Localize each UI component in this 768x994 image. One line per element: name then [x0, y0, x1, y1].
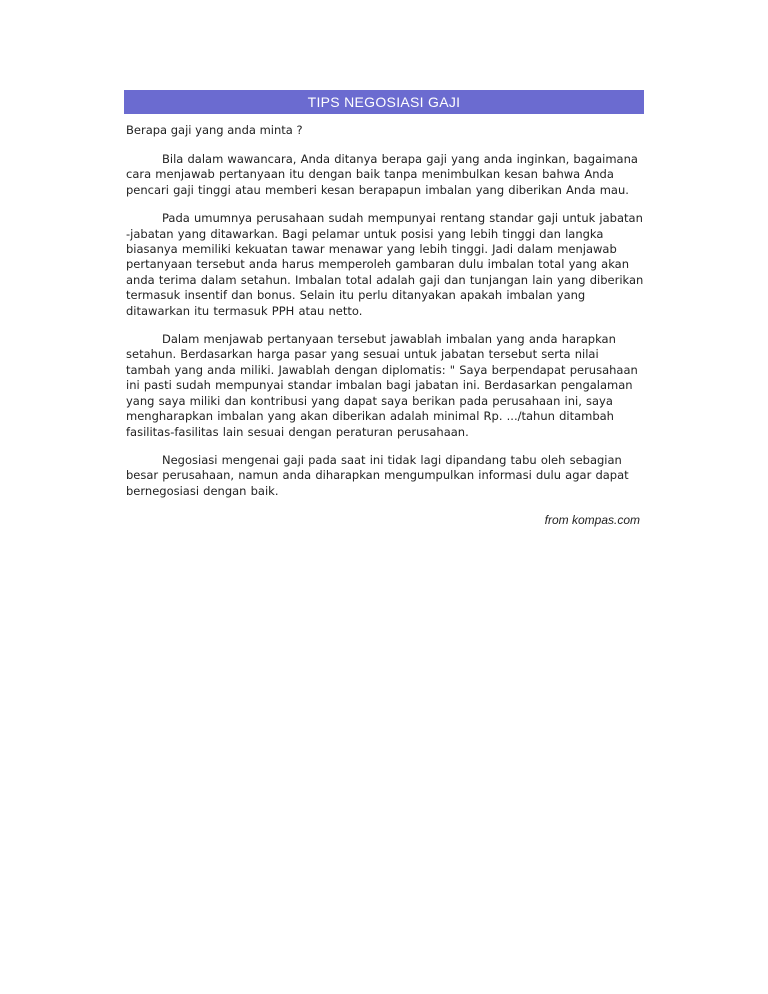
source-credit: from kompas.com [544, 513, 640, 528]
title-bar [124, 90, 644, 114]
paragraph-2: Pada umumnya perusahaan sudah mempunyai rentang standar gaji untuk jabatan -jabatan yang ditawarkan. Bagi pelamar untuk posisi yang lebih tinggi dan langka biasanya memiliki kekuatan tawar menawar yang lebih tinggi. Jadi dalam menjawab pertanyaan tersebut anda harus memperoleh gambaran dulu imbalan total yang akan anda terima dalam setahun. Imbalan total adalah gaji dan tunjangan lain yang diberikan termasuk insentif dan bonus. Selain itu perlu ditanyakan apakah imbalan yang ditawarkan itu termasuk PPH atau netto. [126, 211, 644, 318]
paragraph-3: Dalam menjawab pertanyaan tersebut jawablah imbalan yang anda harapkan setahun. Berdasarkan harga pasar yang sesuai untuk jabatan tersebut serta nilai tambah yang anda miliki. Jawablah dengan diplomatis: " Saya berpendapat perusahaan ini pasti sudah mempunyai standar imbalan bagi jabatan ini. Berdasarkan pengalaman yang saya miliki dan kontribusi yang dapat saya berikan pada perusahaan ini, saya mengharapkan imbalan yang akan diberikan adalah minimal Rp. .../tahun ditambah fasilitas-fasilitas lain sesuai dengan peraturan perusahaan. [126, 332, 638, 439]
document-page [124, 90, 644, 527]
page-title: TIPS NEGOSIASI GAJI [307, 94, 461, 110]
paragraph-1: Bila dalam wawancara, Anda ditanya berapa gaji yang anda inginkan, bagaimana cara menjawab pertanyaan itu dengan baik tanpa menimbulkan kesan bahwa Anda pencari gaji tinggi atau memberi kesan berapapun imbalan yang diberikan Anda mau. [126, 152, 638, 197]
question-line: Berapa gaji yang anda minta ? [126, 123, 303, 137]
paragraph-4: Negosiasi mengenai gaji pada saat ini tidak lagi dipandang tabu oleh sebagian besar perusahaan, namun anda diharapkan mengumpulkan informasi dulu agar dapat bernegosiasi dengan baik. [126, 452, 629, 498]
